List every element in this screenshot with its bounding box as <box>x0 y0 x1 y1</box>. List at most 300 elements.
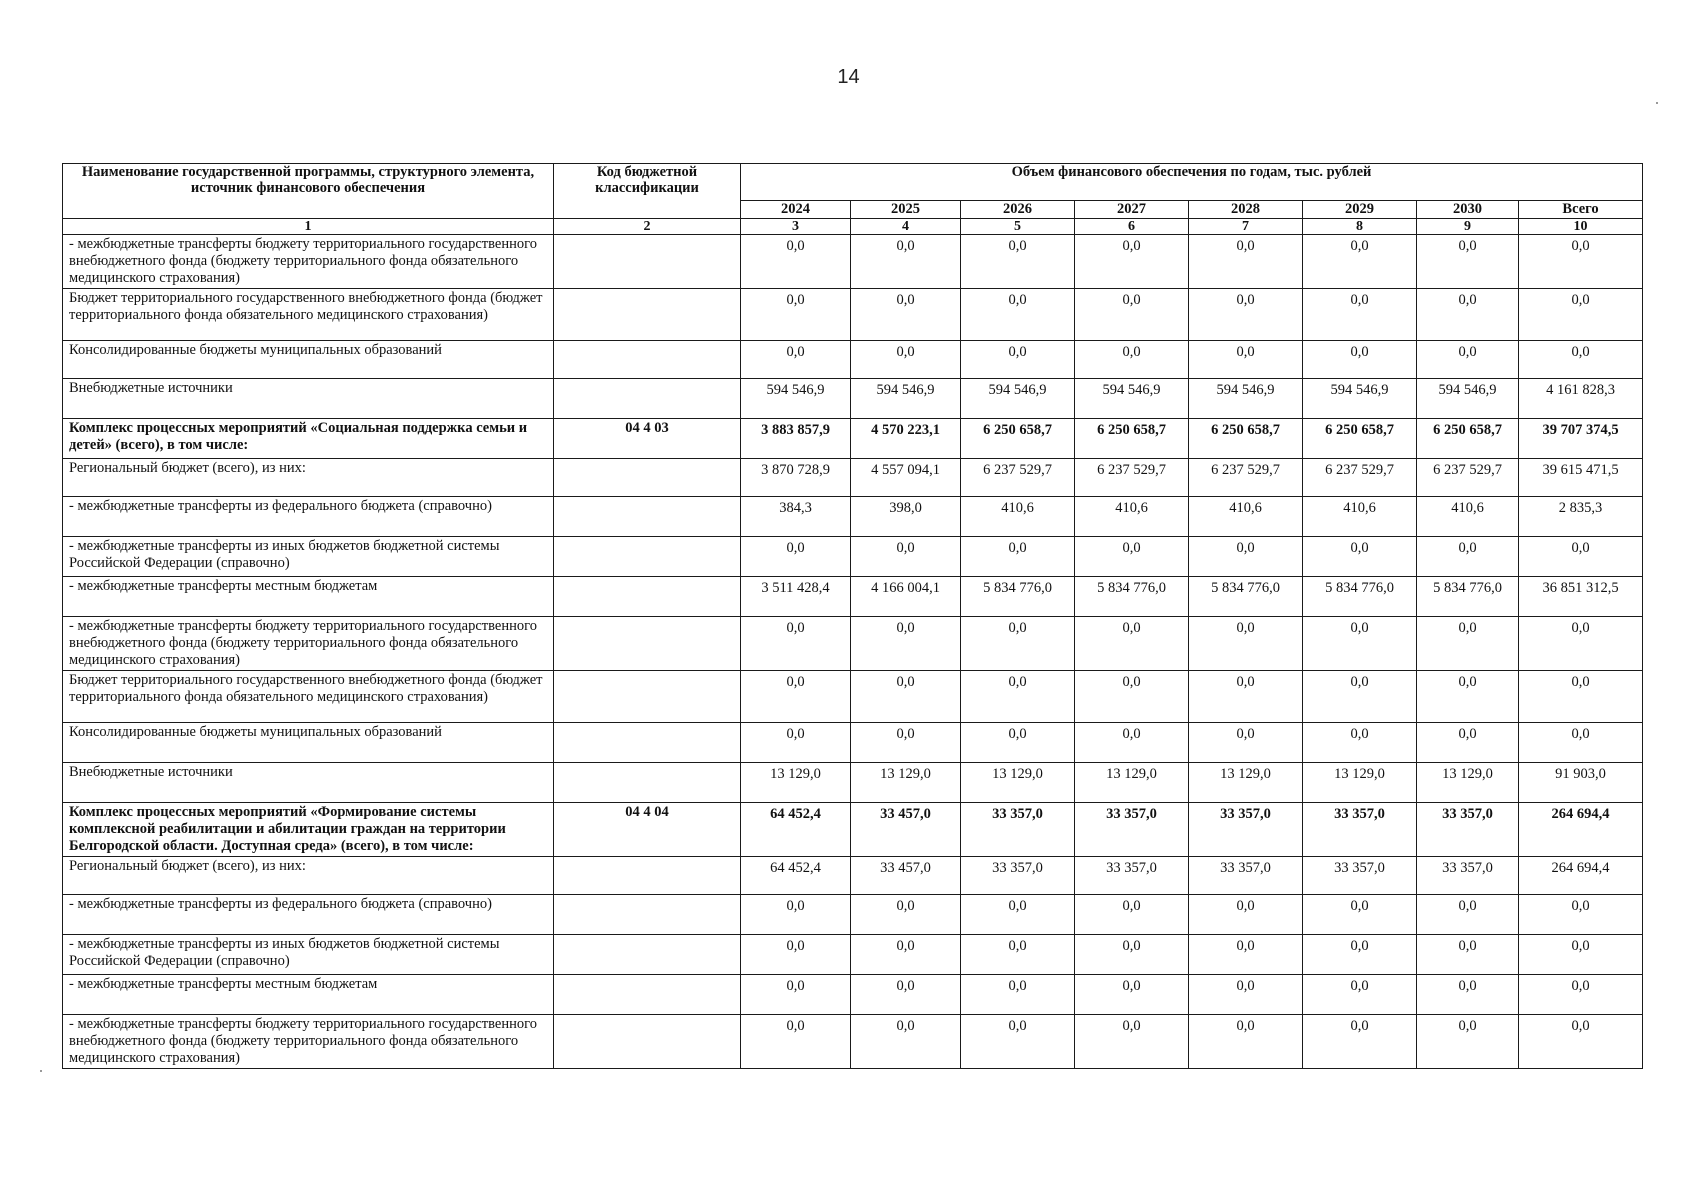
value-text: 0,0 <box>1008 540 1027 556</box>
value-text: 6 237 529,7 <box>983 462 1052 478</box>
value-text: 0,0 <box>1122 540 1141 556</box>
value-text: 3 883 857,9 <box>761 422 830 438</box>
row-value-2029 <box>1303 895 1417 935</box>
value-text: 0,0 <box>1571 978 1590 994</box>
row-value-2028 <box>1189 379 1303 419</box>
value-text: 384,3 <box>779 500 812 516</box>
row-value-2024 <box>741 537 851 577</box>
row-value-2027 <box>1075 671 1189 723</box>
row-value-2029 <box>1303 379 1417 419</box>
row-value-2027 <box>1075 1015 1189 1069</box>
row-value-2024 <box>741 1015 851 1069</box>
row-value-2028 <box>1189 537 1303 577</box>
row-value-2026 <box>961 537 1075 577</box>
row-value-2028 <box>1189 235 1303 289</box>
table-row <box>63 617 1643 671</box>
value-text: 0,0 <box>786 292 805 308</box>
header-year-2027: 2027 <box>1075 201 1189 219</box>
row-value-total <box>1519 419 1643 459</box>
value-text: 0,0 <box>1008 620 1027 636</box>
value-text: 0,0 <box>1458 540 1477 556</box>
row-name: Консолидированные бюджеты муниципальных образований <box>63 723 554 763</box>
value-text: 264 694,4 <box>1551 806 1610 822</box>
header-column-number: 1 <box>63 219 554 235</box>
row-value-2028 <box>1189 497 1303 537</box>
value-text: 0,0 <box>1008 938 1027 954</box>
row-value-2029 <box>1303 935 1417 975</box>
value-text: 0,0 <box>896 674 915 690</box>
row-value-2028 <box>1189 419 1303 459</box>
header-year-2026: 2026 <box>961 201 1075 219</box>
row-value-2029 <box>1303 803 1417 857</box>
row-value-2028 <box>1189 1015 1303 1069</box>
row-value-2029 <box>1303 975 1417 1015</box>
value-text: 594 546,9 <box>1102 382 1161 398</box>
row-code <box>554 671 741 723</box>
value-text: 0,0 <box>1458 344 1477 360</box>
row-value-2027 <box>1075 379 1189 419</box>
table-row <box>63 419 1643 459</box>
row-value-2030 <box>1417 537 1519 577</box>
value-text: 0,0 <box>896 978 915 994</box>
header-year-total: Всего <box>1519 201 1643 219</box>
header-column-number: 2 <box>554 219 741 235</box>
row-value-2024 <box>741 975 851 1015</box>
row-name: Комплекс процессных мероприятий «Формирование системы комплексной реабилитации и абилитации граждан на территории Белгородской области. Доступная среда» (всего), в том числе: <box>63 803 554 857</box>
value-text: 0,0 <box>896 620 915 636</box>
value-text: 0,0 <box>1236 620 1255 636</box>
row-value-total <box>1519 577 1643 617</box>
value-text: 0,0 <box>1350 1018 1369 1034</box>
table-row <box>63 857 1643 895</box>
row-value-2025 <box>851 419 961 459</box>
row-value-total <box>1519 459 1643 497</box>
scan-speck <box>1656 102 1658 104</box>
row-value-2025 <box>851 379 961 419</box>
table-row <box>63 1015 1643 1069</box>
value-text: 0,0 <box>1350 674 1369 690</box>
row-value-total <box>1519 857 1643 895</box>
row-value-2025 <box>851 537 961 577</box>
row-value-2029 <box>1303 497 1417 537</box>
row-value-2026 <box>961 723 1075 763</box>
table-row <box>63 975 1643 1015</box>
row-value-2028 <box>1189 803 1303 857</box>
header-column-number: 5 <box>961 219 1075 235</box>
row-value-2024 <box>741 803 851 857</box>
row-value-total <box>1519 723 1643 763</box>
value-text: 0,0 <box>1458 620 1477 636</box>
row-value-2025 <box>851 895 961 935</box>
row-value-2026 <box>961 975 1075 1015</box>
row-code: 04 4 04 <box>554 803 741 857</box>
header-year-2025: 2025 <box>851 201 961 219</box>
table-header <box>63 164 1643 235</box>
row-name: - межбюджетные трансферты из федерального бюджета (справочно) <box>63 895 554 935</box>
header-name-column: Наименование государственной программы, структурного элемента, источник финансового обеспечения <box>63 164 554 219</box>
value-text: 0,0 <box>1236 1018 1255 1034</box>
row-value-2030 <box>1417 617 1519 671</box>
row-value-2026 <box>961 617 1075 671</box>
row-value-2030 <box>1417 459 1519 497</box>
row-value-2025 <box>851 289 961 341</box>
value-text: 6 250 658,7 <box>1211 422 1280 438</box>
value-text: 0,0 <box>1122 726 1141 742</box>
row-name: Внебюджетные источники <box>63 763 554 803</box>
table-row <box>63 723 1643 763</box>
value-text: 594 546,9 <box>1438 382 1497 398</box>
row-value-2030 <box>1417 723 1519 763</box>
value-text: 6 237 529,7 <box>1433 462 1502 478</box>
value-text: 6 250 658,7 <box>983 422 1052 438</box>
row-value-2029 <box>1303 341 1417 379</box>
value-text: 33 357,0 <box>1334 806 1385 822</box>
row-value-total <box>1519 341 1643 379</box>
row-value-2024 <box>741 497 851 537</box>
row-value-2024 <box>741 671 851 723</box>
value-text: 33 457,0 <box>880 806 931 822</box>
value-text: 0,0 <box>1571 238 1590 254</box>
value-text: 33 357,0 <box>992 860 1043 876</box>
value-text: 0,0 <box>1236 292 1255 308</box>
row-value-2026 <box>961 857 1075 895</box>
value-text: 0,0 <box>1008 898 1027 914</box>
value-text: 0,0 <box>1458 726 1477 742</box>
value-text: 4 557 094,1 <box>871 462 940 478</box>
value-text: 0,0 <box>896 726 915 742</box>
value-text: 6 237 529,7 <box>1325 462 1394 478</box>
row-value-2028 <box>1189 459 1303 497</box>
header-column-number: 4 <box>851 219 961 235</box>
header-year-2029: 2029 <box>1303 201 1417 219</box>
row-code <box>554 497 741 537</box>
table-row <box>63 763 1643 803</box>
row-code <box>554 235 741 289</box>
row-value-2025 <box>851 975 961 1015</box>
value-text: 4 161 828,3 <box>1546 382 1615 398</box>
row-name: Региональный бюджет (всего), из них: <box>63 459 554 497</box>
header-code-column: Код бюджетной классификации <box>554 164 741 219</box>
table-row <box>63 379 1643 419</box>
value-text: 6 250 658,7 <box>1433 422 1502 438</box>
value-text: 0,0 <box>1571 938 1590 954</box>
row-value-2026 <box>961 763 1075 803</box>
row-value-2030 <box>1417 341 1519 379</box>
header-column-number: 9 <box>1417 219 1519 235</box>
row-value-2025 <box>851 803 961 857</box>
value-text: 13 129,0 <box>880 766 931 782</box>
row-name: Бюджет территориального государственного внебюджетного фонда (бюджет территориального фонда обязательного медицинского страхования) <box>63 289 554 341</box>
row-name: Комплекс процессных мероприятий «Социальная поддержка семьи и детей» (всего), в том числе: <box>63 419 554 459</box>
row-value-2028 <box>1189 723 1303 763</box>
value-text: 0,0 <box>1458 238 1477 254</box>
row-value-total <box>1519 935 1643 975</box>
row-value-2029 <box>1303 459 1417 497</box>
value-text: 0,0 <box>1571 898 1590 914</box>
value-text: 0,0 <box>1350 620 1369 636</box>
value-text: 0,0 <box>1571 620 1590 636</box>
value-text: 6 250 658,7 <box>1097 422 1166 438</box>
value-text: 0,0 <box>1458 898 1477 914</box>
value-text: 3 870 728,9 <box>761 462 830 478</box>
value-text: 33 357,0 <box>1442 806 1493 822</box>
row-value-2026 <box>961 289 1075 341</box>
row-code <box>554 723 741 763</box>
row-value-2024 <box>741 289 851 341</box>
value-text: 0,0 <box>1236 898 1255 914</box>
value-text: 0,0 <box>786 978 805 994</box>
row-value-2026 <box>961 803 1075 857</box>
value-text: 410,6 <box>1229 500 1262 516</box>
row-value-2029 <box>1303 857 1417 895</box>
row-code: 04 4 03 <box>554 419 741 459</box>
value-text: 64 452,4 <box>770 806 821 822</box>
row-value-2030 <box>1417 895 1519 935</box>
row-value-2026 <box>961 1015 1075 1069</box>
row-value-2027 <box>1075 341 1189 379</box>
row-value-2026 <box>961 379 1075 419</box>
value-text: 0,0 <box>1458 674 1477 690</box>
value-text: 264 694,4 <box>1551 860 1610 876</box>
row-value-2027 <box>1075 497 1189 537</box>
row-name: - межбюджетные трансферты из иных бюджетов бюджетной системы Российской Федерации (справочно) <box>63 537 554 577</box>
row-value-total <box>1519 975 1643 1015</box>
value-text: 0,0 <box>1122 978 1141 994</box>
row-value-2027 <box>1075 803 1189 857</box>
row-value-2026 <box>961 459 1075 497</box>
value-text: 0,0 <box>1008 238 1027 254</box>
value-text: 33 357,0 <box>1334 860 1385 876</box>
value-text: 33 357,0 <box>1106 806 1157 822</box>
value-text: 33 357,0 <box>992 806 1043 822</box>
row-value-2024 <box>741 341 851 379</box>
row-value-2028 <box>1189 341 1303 379</box>
value-text: 0,0 <box>1350 978 1369 994</box>
value-text: 0,0 <box>896 1018 915 1034</box>
value-text: 0,0 <box>1571 726 1590 742</box>
row-value-2029 <box>1303 1015 1417 1069</box>
row-code <box>554 379 741 419</box>
value-text: 0,0 <box>896 898 915 914</box>
value-text: 13 129,0 <box>992 766 1043 782</box>
header-year-2024: 2024 <box>741 201 851 219</box>
row-value-2028 <box>1189 975 1303 1015</box>
row-value-2029 <box>1303 235 1417 289</box>
row-value-2028 <box>1189 577 1303 617</box>
row-code <box>554 1015 741 1069</box>
value-text: 0,0 <box>786 938 805 954</box>
value-text: 33 357,0 <box>1220 860 1271 876</box>
table-row <box>63 497 1643 537</box>
value-text: 0,0 <box>1122 938 1141 954</box>
header-column-number: 6 <box>1075 219 1189 235</box>
value-text: 410,6 <box>1001 500 1034 516</box>
row-name: - межбюджетные трансферты местным бюджетам <box>63 577 554 617</box>
row-name: - межбюджетные трансферты из федерального бюджета (справочно) <box>63 497 554 537</box>
value-text: 0,0 <box>1350 726 1369 742</box>
value-text: 0,0 <box>1122 674 1141 690</box>
row-value-2028 <box>1189 671 1303 723</box>
row-value-2027 <box>1075 289 1189 341</box>
value-text: 2 835,3 <box>1558 500 1603 516</box>
row-value-total <box>1519 671 1643 723</box>
row-value-2030 <box>1417 935 1519 975</box>
row-code <box>554 857 741 895</box>
value-text: 0,0 <box>896 344 915 360</box>
value-text: 5 834 776,0 <box>1433 580 1502 596</box>
row-value-2024 <box>741 379 851 419</box>
scan-speck <box>40 1070 42 1072</box>
row-value-2027 <box>1075 975 1189 1015</box>
value-text: 0,0 <box>786 726 805 742</box>
value-text: 0,0 <box>1571 1018 1590 1034</box>
value-text: 0,0 <box>1458 292 1477 308</box>
row-value-2024 <box>741 935 851 975</box>
row-value-2027 <box>1075 895 1189 935</box>
row-name: Внебюджетные источники <box>63 379 554 419</box>
row-code <box>554 935 741 975</box>
table-row <box>63 935 1643 975</box>
value-text: 0,0 <box>786 540 805 556</box>
value-text: 0,0 <box>1458 938 1477 954</box>
row-name: Региональный бюджет (всего), из них: <box>63 857 554 895</box>
row-value-2024 <box>741 577 851 617</box>
row-value-2027 <box>1075 857 1189 895</box>
value-text: 0,0 <box>1008 344 1027 360</box>
value-text: 0,0 <box>1350 344 1369 360</box>
value-text: 410,6 <box>1115 500 1148 516</box>
row-value-2025 <box>851 935 961 975</box>
value-text: 5 834 776,0 <box>1211 580 1280 596</box>
value-text: 3 511 428,4 <box>761 580 830 596</box>
row-value-2025 <box>851 857 961 895</box>
row-name: - межбюджетные трансферты бюджету территориального государственного внебюджетного фонда (бюджету территориального фонда обязательного медицинского страхования) <box>63 235 554 289</box>
row-value-2028 <box>1189 857 1303 895</box>
row-value-2026 <box>961 341 1075 379</box>
header-year-2028: 2028 <box>1189 201 1303 219</box>
row-value-2025 <box>851 235 961 289</box>
budget-table <box>62 163 1643 1069</box>
value-text: 0,0 <box>1236 238 1255 254</box>
value-text: 0,0 <box>1571 674 1590 690</box>
row-value-2026 <box>961 235 1075 289</box>
row-value-total <box>1519 803 1643 857</box>
value-text: 33 357,0 <box>1220 806 1271 822</box>
value-text: 0,0 <box>1458 978 1477 994</box>
page-number: 14 <box>837 66 860 88</box>
value-text: 0,0 <box>1236 938 1255 954</box>
value-text: 13 129,0 <box>1106 766 1157 782</box>
value-text: 0,0 <box>1236 978 1255 994</box>
value-text: 0,0 <box>1236 674 1255 690</box>
value-text: 0,0 <box>1236 540 1255 556</box>
value-text: 0,0 <box>1236 726 1255 742</box>
header-column-number: 3 <box>741 219 851 235</box>
value-text: 0,0 <box>786 620 805 636</box>
row-value-2027 <box>1075 577 1189 617</box>
row-value-2029 <box>1303 671 1417 723</box>
value-text: 39 615 471,5 <box>1542 462 1619 478</box>
value-text: 0,0 <box>1122 344 1141 360</box>
row-value-2030 <box>1417 857 1519 895</box>
row-value-2030 <box>1417 763 1519 803</box>
value-text: 0,0 <box>1350 898 1369 914</box>
value-text: 0,0 <box>1458 1018 1477 1034</box>
row-value-2026 <box>961 419 1075 459</box>
value-text: 0,0 <box>1122 898 1141 914</box>
row-value-2024 <box>741 419 851 459</box>
value-text: 6 250 658,7 <box>1325 422 1394 438</box>
row-value-2028 <box>1189 935 1303 975</box>
value-text: 5 834 776,0 <box>1325 580 1394 596</box>
row-value-2028 <box>1189 617 1303 671</box>
table-body <box>63 235 1643 1069</box>
row-value-total <box>1519 763 1643 803</box>
row-name: - межбюджетные трансферты бюджету территориального государственного внебюджетного фонда (бюджету территориального фонда обязательного медицинского страхования) <box>63 1015 554 1069</box>
value-text: 594 546,9 <box>1330 382 1389 398</box>
value-text: 0,0 <box>786 344 805 360</box>
header-volume-column: Объем финансового обеспечения по годам, тыс. рублей <box>741 164 1643 201</box>
row-code <box>554 895 741 935</box>
value-text: 4 570 223,1 <box>871 422 940 438</box>
row-code <box>554 289 741 341</box>
row-value-2025 <box>851 341 961 379</box>
value-text: 6 237 529,7 <box>1097 462 1166 478</box>
row-value-total <box>1519 379 1643 419</box>
row-name: - межбюджетные трансферты бюджету территориального государственного внебюджетного фонда (бюджету территориального фонда обязательного медицинского страхования) <box>63 617 554 671</box>
value-text: 0,0 <box>1350 292 1369 308</box>
value-text: 0,0 <box>1008 292 1027 308</box>
value-text: 4 166 004,1 <box>871 580 940 596</box>
row-value-2027 <box>1075 763 1189 803</box>
row-value-2024 <box>741 763 851 803</box>
table-row <box>63 537 1643 577</box>
value-text: 0,0 <box>786 898 805 914</box>
value-text: 0,0 <box>1008 1018 1027 1034</box>
value-text: 33 357,0 <box>1106 860 1157 876</box>
row-value-2028 <box>1189 289 1303 341</box>
value-text: 13 129,0 <box>1442 766 1493 782</box>
value-text: 36 851 312,5 <box>1542 580 1619 596</box>
value-text: 0,0 <box>786 1018 805 1034</box>
row-name: Консолидированные бюджеты муниципальных образований <box>63 341 554 379</box>
value-text: 13 129,0 <box>1220 766 1271 782</box>
row-value-2026 <box>961 671 1075 723</box>
row-value-2030 <box>1417 1015 1519 1069</box>
value-text: 0,0 <box>1122 620 1141 636</box>
row-name: Бюджет территориального государственного внебюджетного фонда (бюджет территориального фонда обязательного медицинского страхования) <box>63 671 554 723</box>
value-text: 0,0 <box>1571 540 1590 556</box>
row-value-2027 <box>1075 235 1189 289</box>
value-text: 0,0 <box>896 540 915 556</box>
table-row <box>63 577 1643 617</box>
row-value-2027 <box>1075 617 1189 671</box>
table-row <box>63 235 1643 289</box>
row-value-2025 <box>851 723 961 763</box>
value-text: 5 834 776,0 <box>983 580 1052 596</box>
row-value-total <box>1519 289 1643 341</box>
row-value-2026 <box>961 935 1075 975</box>
value-text: 398,0 <box>889 500 922 516</box>
row-value-2030 <box>1417 497 1519 537</box>
header-year-2030: 2030 <box>1417 201 1519 219</box>
row-value-2027 <box>1075 459 1189 497</box>
value-text: 0,0 <box>1350 938 1369 954</box>
row-value-2024 <box>741 235 851 289</box>
row-value-2026 <box>961 577 1075 617</box>
value-text: 594 546,9 <box>988 382 1047 398</box>
row-value-2029 <box>1303 419 1417 459</box>
